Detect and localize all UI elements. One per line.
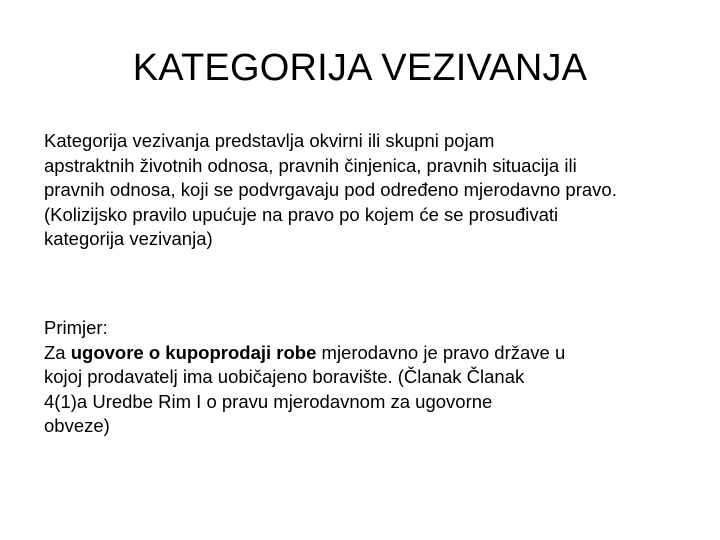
definition-line-5: kategorija vezivanja): [44, 228, 213, 250]
example-label: Primjer:: [44, 317, 108, 338]
slide-title: KATEGORIJA VEZIVANJA: [132, 47, 588, 89]
definition-line-3: pravnih odnosa, koji se podvrgavaju pod određeno mjerodavno pravo.: [44, 179, 617, 201]
example-line-2: kojoj prodavatelj ima uobičajeno boravište. (Članak Članak: [44, 366, 525, 388]
example-emphasis: ugovore o kupoprodaji robe: [70, 341, 317, 363]
example-line-1: [44, 341, 684, 366]
example-line-3: 4(1)a Uredbe Rim I o pravu mjerodavnom za ugovorne: [44, 390, 493, 412]
definition-paragraph: [44, 129, 684, 252]
example-line-1-prefix: Za: [44, 341, 71, 363]
example-line-4: obveze): [44, 415, 110, 437]
definition-line-1: Kategorija vezivanja predstavlja okvirni ili skupni pojam: [44, 130, 495, 151]
definition-line-2: apstraktnih životnih odnosa, pravnih činjenica, pravnih situacija ili: [44, 154, 577, 176]
example-paragraph: [44, 316, 684, 439]
definition-line-4: (Kolizijsko pravilo upućuje na pravo po kojem će se prosuđivati: [44, 203, 559, 225]
example-line-1-suffix: mjerodavno je pravo države u: [316, 341, 566, 363]
